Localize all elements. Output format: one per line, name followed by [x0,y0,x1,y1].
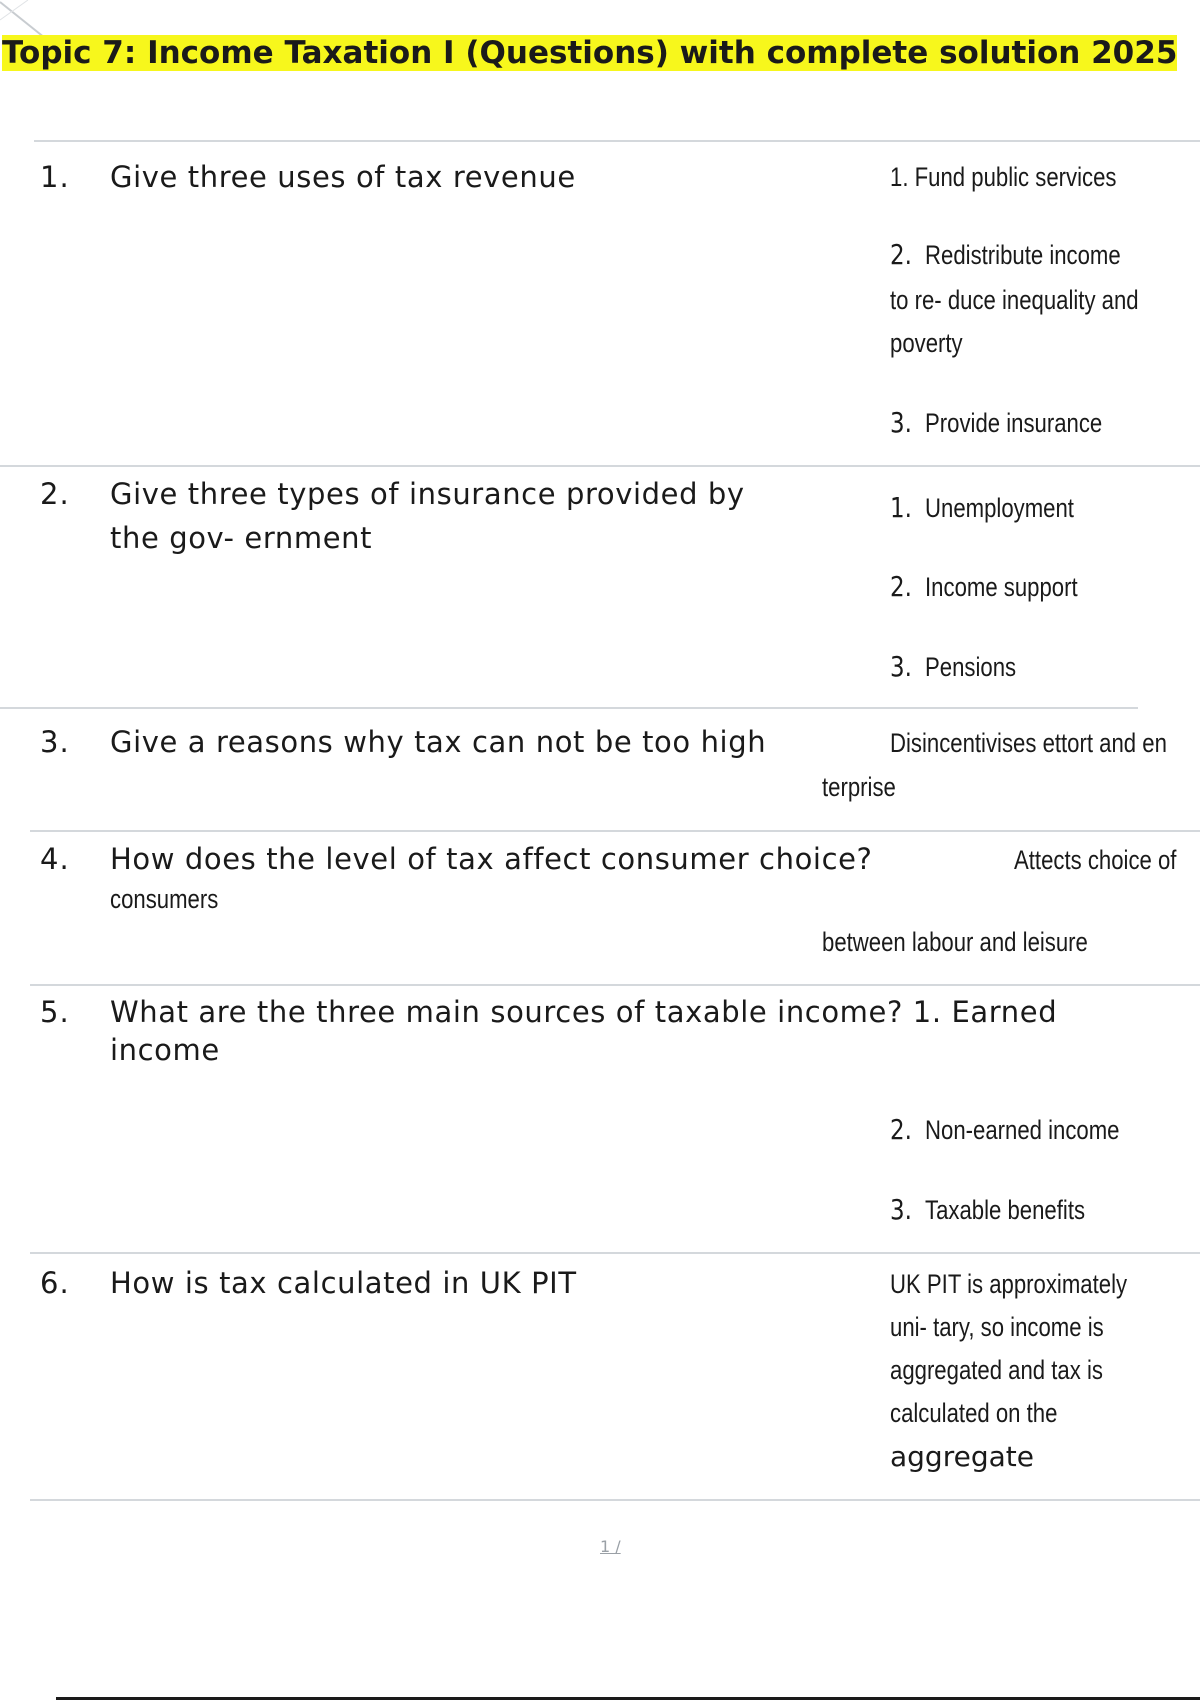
divider [30,1499,1200,1501]
question-number: 4. [40,842,70,876]
answer-line: aggregated and tax is [890,1355,1103,1385]
question-number: 2. [40,477,70,511]
divider [0,465,1200,467]
question-text: the gov- ernment [110,521,373,555]
question-text: What are the three main sources of taxable income? 1. Earned [110,995,1058,1029]
question-text: income [110,1033,220,1067]
answer-line: aggregate [890,1440,1034,1473]
question-text: Give a reasons why tax can not be too high [110,725,767,759]
answer-line: calculated on the [890,1398,1058,1428]
question-number: 5. [40,995,70,1029]
answer-line: 2. Redistribute income [890,238,1121,271]
answer-line: poverty [890,328,963,358]
question-text: How is tax calculated in UK PIT [110,1266,577,1300]
answer-line: uni- tary, so income is [890,1312,1104,1342]
question-number: 3. [40,725,70,759]
answer-line: 1. Unemployment [890,491,1074,524]
divider [0,707,1138,709]
answer-line: Attects choice of [1014,845,1177,875]
question-text: Give three uses of tax revenue [110,160,576,194]
question-number: 6. [40,1266,70,1300]
answer-line: terprise [822,772,896,802]
answer-line: UK PIT is approximately [890,1269,1128,1299]
page-number: 1 / [600,1537,621,1556]
divider [30,984,1200,986]
document-title: Topic 7: Income Taxation I (Questions) with complete solution 2025 [2,35,1178,71]
divider [34,140,1200,142]
answer-line: 3. Pensions [890,650,1017,683]
question-number: 1. [40,160,70,194]
answer-line: 3. Taxable benefits [890,1193,1086,1226]
question-text: How does the level of tax affect consumer choice? [110,842,873,876]
answer-line: to re- duce inequality and [890,285,1139,315]
question-text: Give three types of insurance provided by [110,477,745,511]
answer-line: between labour and leisure [822,927,1088,957]
answer-line: 2. Income support [890,570,1078,603]
answer-line: 3. Provide insurance [890,406,1103,439]
answer-line: 2. Non-earned income [890,1113,1120,1146]
answer-line: Disincentivises ettort and en [890,728,1167,758]
divider [30,830,1200,832]
answer-line: 1. Fund public services [890,162,1117,192]
divider [30,1252,1200,1254]
answer-line: consumers [110,884,219,914]
